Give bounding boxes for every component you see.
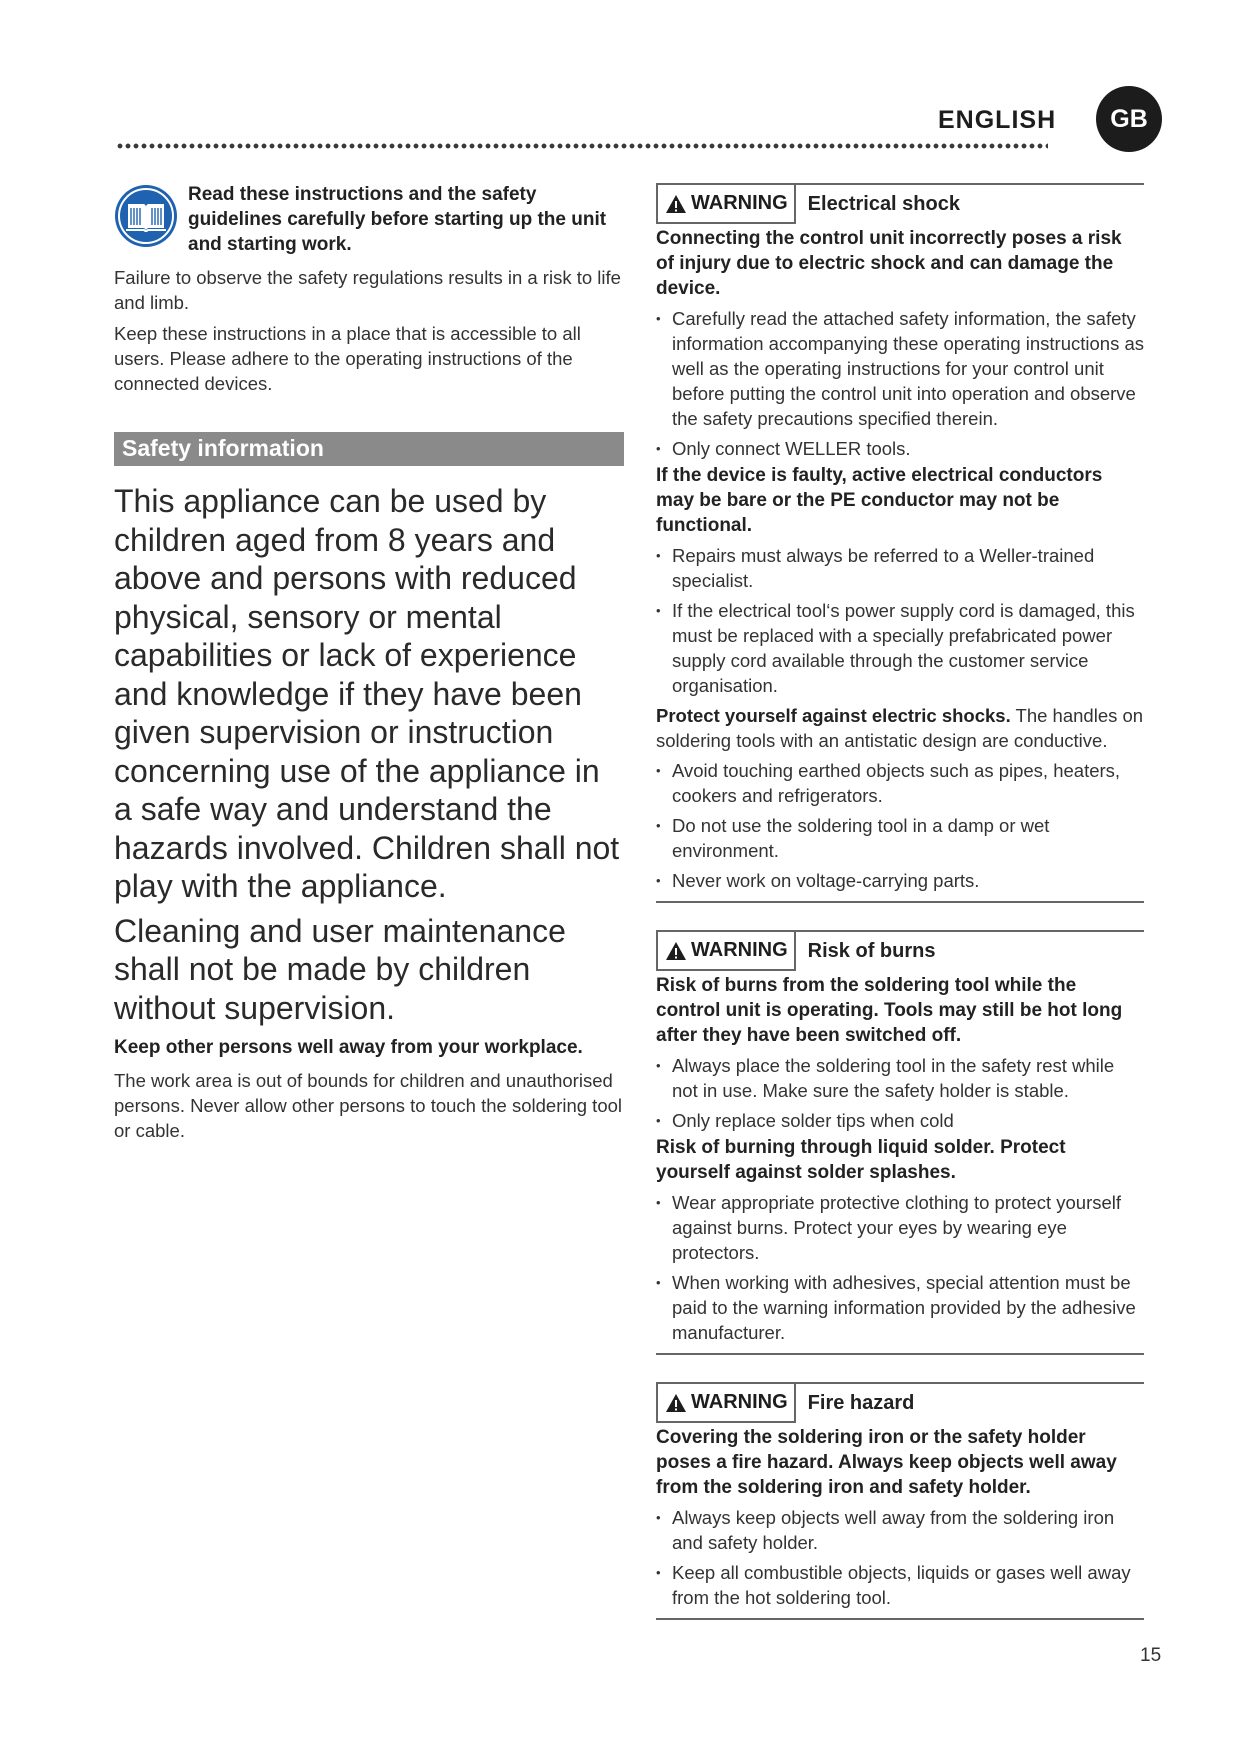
work-area-text: The work area is out of bounds for children and unauthorised persons. Never allow other persons to touch the soldering tool or cable. (114, 1070, 623, 1141)
list-item: • When working with adhesives, special attention must be paid to the warning information provided by the adhesive manufacturer. (656, 1270, 1144, 1345)
right-column (656, 183, 1144, 1620)
warning-risk-of-burns (656, 930, 1144, 1355)
warning-tag-label: WARNING (691, 1391, 788, 1413)
cleaning-paragraph: Cleaning and user maintenance shall not be made by children without supervision. (114, 912, 566, 1026)
keep-others-heading: Keep other persons well away from your workplace. (114, 1037, 583, 1058)
country-badge: GB (1096, 86, 1162, 152)
list-item: • Wear appropriate protective clothing to protect yourself against burns. Protect your eyes by wearing eye protectors. (656, 1190, 1144, 1265)
warning-tag (656, 932, 796, 971)
warning-header (656, 185, 1144, 224)
list-item: • If the electrical tool‘s power supply cord is damaged, this must be replaced with a specially prefabricated power supply cord available through the customer service organisation. (656, 598, 1144, 698)
fire-lead: Covering the soldering iron or the safety holder poses a fire hazard. Always keep objects well away from the soldering iron and safety holder. (656, 1427, 1117, 1498)
shock-bullets-3 (656, 758, 1144, 893)
burns-bullets-1 (656, 1053, 1144, 1133)
warning-title: Fire hazard (807, 1392, 915, 1414)
burns-bullets-2 (656, 1190, 1144, 1345)
list-item: • Keep all combustible objects, liquids or gases well away from the hot soldering tool. (656, 1560, 1144, 1610)
list-item: • Always keep objects well away from the soldering iron and safety holder. (656, 1505, 1144, 1555)
warning-triangle-icon (665, 1393, 687, 1413)
protect-paragraph (656, 703, 1144, 753)
safety-information-heading: Safety information (114, 432, 624, 466)
warning-triangle-icon (665, 194, 687, 214)
failure-text: Failure to observe the safety regulations results in a risk to life and limb. (114, 267, 621, 313)
shock-bullets-1 (656, 306, 1144, 461)
read-instructions-text: Read these instructions and the safety guidelines carefully before starting up the unit and starting work. (188, 184, 607, 255)
list-item: • Only connect WELLER tools. (656, 436, 1144, 461)
fire-bullets (656, 1505, 1144, 1610)
children-use-paragraph: This appliance can be used by children aged from 8 years and above and persons with reduced physical, sensory or mental capabilities or lack of experience and knowledge if they have been given supervision or instruction concerning use of the appliance in a safe way and understand the hazards involved. Children shall not play with the appliance. (114, 483, 620, 904)
protect-bold: Protect yourself against electric shocks. (656, 705, 1011, 726)
dotted-divider (116, 142, 1048, 150)
shock-bullets-2 (656, 543, 1144, 698)
warning-title: Risk of burns (807, 940, 936, 962)
list-item: • Do not use the soldering tool in a damp or wet environment. (656, 813, 1144, 863)
shock-lead: Connecting the control unit incorrectly poses a risk of injury due to electric shock and can damage the device. (656, 228, 1122, 299)
warning-tag (656, 185, 796, 224)
warning-fire-hazard (656, 1382, 1144, 1620)
warning-tag (656, 1384, 796, 1423)
read-instructions-block (114, 182, 624, 257)
protect-rest: The handles on soldering tools with an antistatic design are conductive. (656, 705, 1144, 751)
faulty-device-heading: If the device is faulty, active electrical conductors may be bare or the PE conductor may not be functional. (656, 465, 1103, 536)
warning-title: Electrical shock (807, 193, 960, 215)
left-column (114, 182, 624, 1143)
warning-header (656, 932, 1144, 971)
burns-lead: Risk of burns from the soldering tool while the control unit is operating. Tools may still be hot long after they have been switched off. (656, 975, 1123, 1046)
liquid-solder-heading: Risk of burning through liquid solder. Protect yourself against solder splashes. (656, 1137, 1066, 1183)
list-item: • Never work on voltage-carrying parts. (656, 868, 1144, 893)
warning-triangle-icon (665, 941, 687, 961)
language-label: ENGLISH (938, 106, 1057, 134)
list-item: • Avoid touching earthed objects such as pipes, heaters, cookers and refrigerators. (656, 758, 1144, 808)
book-icon (114, 184, 178, 248)
list-item: • Repairs must always be referred to a Weller-trained specialist. (656, 543, 1144, 593)
warning-electrical-shock (656, 183, 1144, 903)
warning-tag-label: WARNING (691, 192, 788, 214)
warning-header (656, 1384, 1144, 1423)
page-number: 15 (1140, 1645, 1162, 1666)
keep-instructions-text: Keep these instructions in a place that is accessible to all users. Please adhere to the operating instructions of the connected devices. (114, 323, 581, 394)
list-item: • Always place the soldering tool in the safety rest while not in use. Make sure the safety holder is stable. (656, 1053, 1144, 1103)
warning-tag-label: WARNING (691, 939, 788, 961)
list-item: • Only replace solder tips when cold (656, 1108, 1144, 1133)
list-item: • Carefully read the attached safety information, the safety information accompanying these operating instructions as well as the operating instructions for your control unit before putting the control unit into operation and observe the safety precautions specified therein. (656, 306, 1144, 431)
